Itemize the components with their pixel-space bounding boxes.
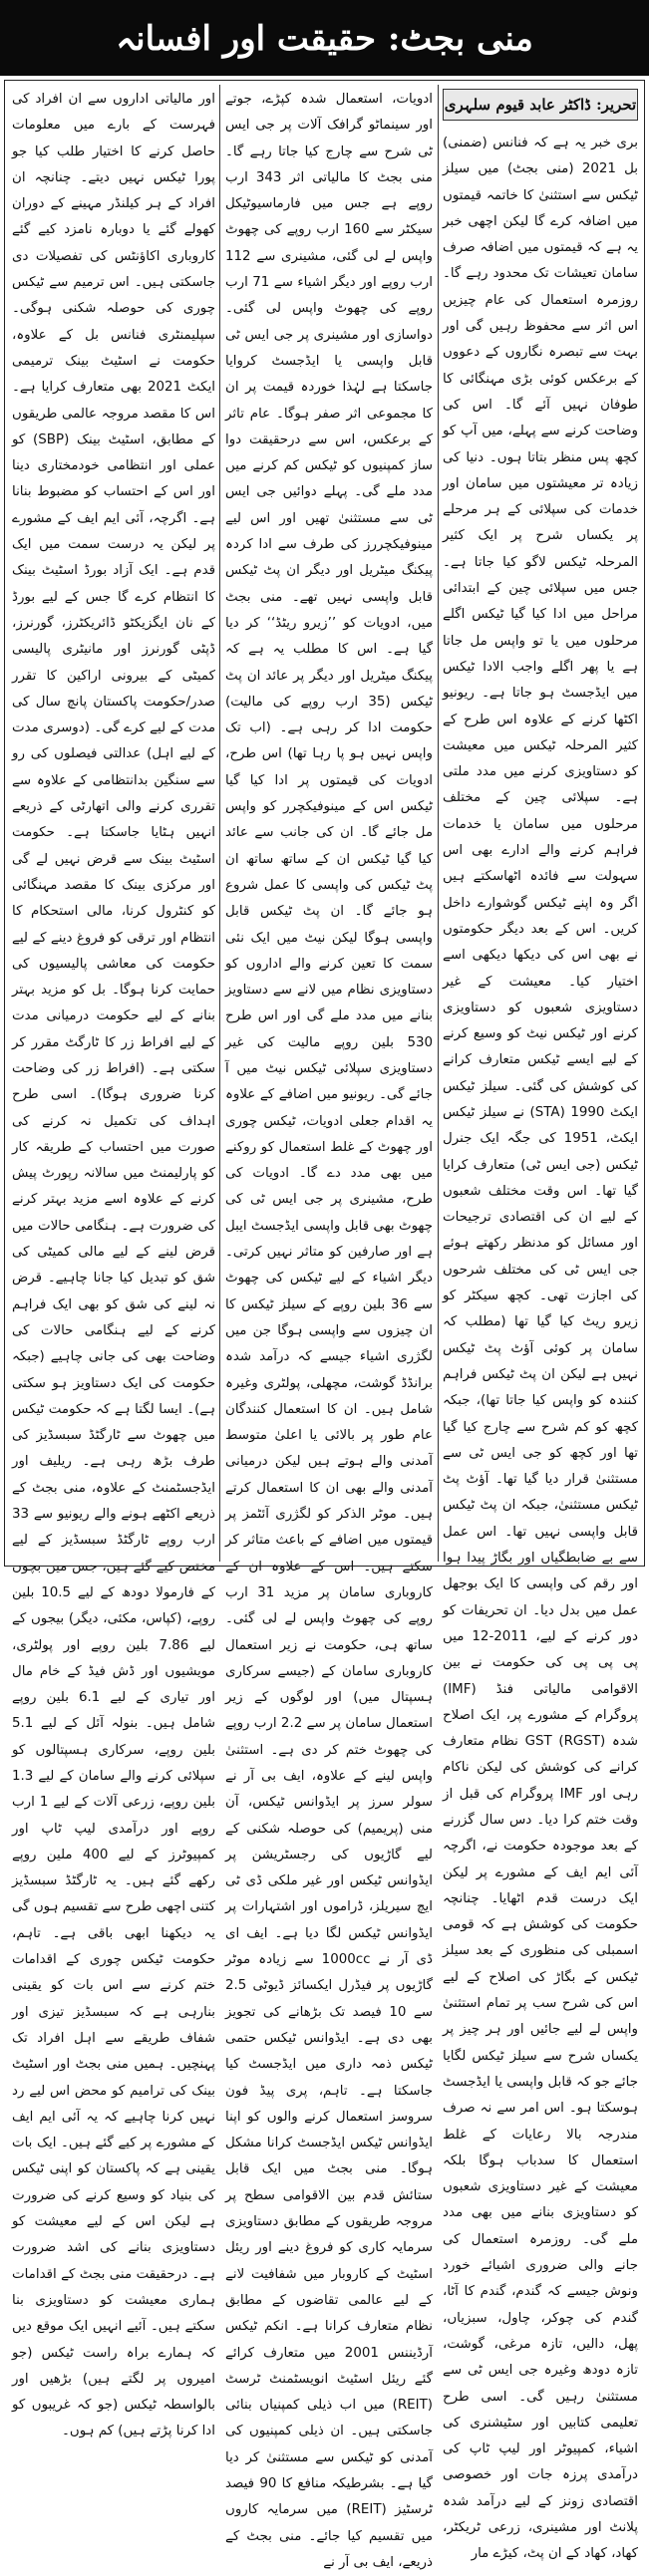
column-2 <box>225 87 434 2570</box>
column-3-text: اور مالیاتی اداروں سے ان افراد کی فہرست کے بارے میں معلومات حاصل کرنے کا اختیار طلب کیا جو پورا ٹیکس نہیں دیتے۔ چنانچہ ان افراد کے ہر کیلنڈر مہینے کے دوران کھولے گئے یا دوبارہ نامزد کیے گئے کاروباری اکاؤنٹس کی تفصیلات دی جاسکتی ہیں۔ اس ترمیم سے ٹیکس چوری کی حوصلہ شکنی ہوگی۔ سپلیمنٹری فنانس بل کے علاوہ، حکومت نے اسٹیٹ بینک ترمیمی ایکٹ 2021 بھی متعارف کرایا ہے۔ اس کا مقصد مروجہ عالمی طریقوں کے مطابق، اسٹیٹ بینک (SBP) کو عملی اور انتظامی خودمختاری دینا اور اس کے احتساب کو مضبوط بنانا ہے۔ اگرچہ، آئی ایم ایف کے مشورے پر لیکن یہ درست سمت میں ایک قدم ہے۔ ایک آزاد بورڈ اسٹیٹ بینک کا انتظام کرے گا جس کے لیے بورڈ کے نان ایگزیکٹو ڈائریکٹرز، گورنرز، ڈپٹی گورنرز اور مانیٹری پالیسی کمیٹی کے بیرونی اراکین کا تقرر صدر/حکومت پاکستان پانچ سال کی مدت کے لیے کرے گی۔ (دوسری مدت کے لیے اہل) عدالتی فیصلوں کی رو سے سنگین بدانتظامی کے علاوہ سے تقرری کرنے والی اتھارٹی کے ذریعے انہیں ہٹایا جاسکتا ہے۔ حکومت اسٹیٹ بینک سے قرض نہیں لے گی اور مرکزی بینک کا مقصد مہنگائی کو کنٹرول کرنا، مالی استحکام کا انتظام اور ترقی کو فروغ دینے کے لیے حکومت کی معاشی پالیسیوں کی حمایت کرنا ہوگا۔ بل کو مزید بہتر بنانے کے لیے حکومت درمیانی مدت کے لیے افراط زر کا ٹارگٹ مقرر کر سکتی ہے۔ (افراط زر کی وضاحت کرنا ضروری ہوگا)۔ اسی طرح اہداف کی تکمیل نہ کرنے کی صورت میں احتساب کے طریقہ کار کو پارلیمنٹ میں سالانہ رپورٹ پیش کرنے کے علاوہ اسے مزید بہتر کرنے کی ضرورت ہے۔ ہنگامی حالات میں قرض لینے کے لیے مالی کمیٹی کی شق کو تبدیل کیا جانا چاہیے۔ قرض نہ لینے کی شق کو بھی ایک فراہم کرنے کے لیے ہنگامی حالات کی وضاحت بھی کی جانی چاہیے (جبکہ حکومت کی ایک دستاویز ہو سکتی ہے)۔ ایسا لگتا ہے کہ حکومت ٹیکس میں چھوٹ سے ٹارگٹڈ سبسڈیز کی طرف بڑھ رہی ہے۔ ریلیف اور ایڈجسٹمنٹ کے علاوہ، منی بجٹ کے ذریعے اکٹھے ہونے والے ریونیو سے 33 ارب روپے ٹارگٹڈ سبسڈیز کے لیے مختص کیے گئے ہیں، جس میں بچوں کے فارمولا دودھ کے لیے 10.5 بلین روپے، (کپاس، مکئی، دیگر) بیجوں کے لیے 7.86 بلین روپے اور پولٹری، مویشیوں اور ڈش فیڈ کے خام مال اور تیاری کے لیے 6.1 بلین روپے شامل ہیں۔ بنولہ آئل کے لیے 5.1 بلین روپے، سرکاری ہسپتالوں کو سپلائی کرنے والے سامان کے لیے 1.3 بلین روپے، زرعی آلات کے لیے 1 ارب روپے اور درآمدی لیپ ٹاپ اور کمپیوٹرز کے لیے 400 ملین روپے رکھے گئے ہیں۔ یہ ٹارگٹڈ سبسڈیز کتنی اچھی طرح سے تقسیم ہوں گی یہ دیکھنا ابھی باقی ہے۔ تاہم، حکومت ٹیکس چوری کے اقدامات ختم کرنے سے اس بات کو یقینی بنارہی ہے کہ سبسڈیز تیزی اور شفاف طریقے سے اہل افراد تک پہنچیں۔ ہمیں منی بجٹ اور اسٹیٹ بینک کی ترامیم کو محض اس لیے رد نہیں کرنا چاہیے کہ یہ آئی ایم ایف کے مشورے پر کیے گئے ہیں۔ ایک بات یقینی ہے کہ پاکستان کو اپنی ٹیکس کی بنیاد کو وسیع کرنے کی ضرورت ہے لیکن اس کے لیے معیشت کو دستاویزی بنانے کی اشد ضرورت ہے۔ درحقیقت منی بجٹ کے اقدامات ہماری معیشت کو دستاویزی بنا سکتے ہیں۔ آئیے انہیں ایک موقع دیں کہ ہمارے براہ راست ٹیکس (جو امیروں پر لگتے ہیں) بڑھیں اور بالواسطہ ٹیکس (جو کہ غریبوں کو ادا کرنا پڑتے ہیں) کم ہوں۔ <box>12 92 216 2439</box>
column-1 <box>443 87 639 2562</box>
author-byline: تحریر: ڈاکٹر عابد قیوم سلہری <box>443 89 638 121</box>
column-divider <box>219 85 220 1562</box>
column-2-text: ادویات، استعمال شدہ کپڑے، جوتے اور سینماٹو گرافک آلات پر جی ایس ٹی شرح سے چارج کیا جاتا رہے گا۔ منی بجٹ کا مالیاتی اثر 343 ارب روپے ہے جس میں فارماسیوٹیکل سیکٹر سے 160 ارب روپے کی چھوٹ واپس لے لی گئی، مشینری سے 112 ارب روپے اور دیگر اشیاء سے 71 ارب روپے کی چھوٹ واپس لی گئی۔ دواسازی اور مشینری پر جی ایس ٹی قابل واپسی یا ایڈجسٹ کروایا جاسکتا ہے لہٰذا خوردہ قیمت پر ان کا مجموعی اثر صفر ہوگا۔ عام تاثر کے برعکس، اس سے درحقیقت دوا ساز کمپنیوں کو ٹیکس کم کرنے میں مدد ملے گی۔ پہلے دوائیں جی ایس ٹی سے مستثنیٰ تھیں اور اس لیے مینوفیکچررز کی طرف سے ادا کردہ پیکنگ میٹریل اور دیگر ان پٹ ٹیکس قابل واپسی نہیں تھے۔ منی بجٹ میں، ادویات کو ’’زیرو ریٹڈ‘‘ کر دیا گیا ہے۔ اس کا مطلب یہ ہے کہ پیکنگ میٹریل اور دیگر پر عائد ان پٹ ٹیکس (35 ارب روپے کی مالیت) حکومت ادا کر رہی ہے۔ (اب تک واپس نہیں ہو پا رہا تھا) اس طرح، ادویات کی قیمتوں پر ادا کیا گیا ٹیکس اس کے مینوفیکچرر کو واپس مل جائے گا۔ ان کی جانب سے عائد کیا گیا ٹیکس ان کے ساتھ ساتھ ان پٹ ٹیکس کی واپسی کا عمل شروع ہو جائے گا۔ ان پٹ ٹیکس قابل واپسی ہوگا لیکن نیٹ میں ایک نئی سمت کا تعین کرنے والے اداروں کو دستاویزی نظام میں لانے سے دستاویز بنانے میں مدد ملے گی اور اس طرح 530 بلین روپے مالیت کی غیر دستاویزی سپلائی ٹیکس نیٹ میں آ جائے گی۔ ریونیو میں اضافے کے علاوہ یہ اقدام جعلی ادویات، ٹیکس چوری اور چھوٹ کے غلط استعمال کو روکنے میں بھی مدد دے گا۔ ادویات کی طرح، مشینری پر جی ایس ٹی کی چھوٹ بھی قابل واپسی ایڈجسٹ ایبل ہے اور صارفین کو متاثر نہیں کرتی۔ دیگر اشیاء کے لیے ٹیکس کی چھوٹ سے 36 بلین روپے کے سیلز ٹیکس کا ان چیزوں سے واپسی ہوگا جن میں لگژری اشیاء جیسے کہ درآمد شدہ برانڈڈ گوشت، مچھلی، پولٹری وغیرہ شامل ہیں۔ ان کا استعمال کنندگان عام طور پر بالائی یا اعلیٰ متوسط آمدنی والے ہوتے ہیں لیکن درمیانی آمدنی والے بھی ان کا استعمال کرتے ہیں۔ موٹر الذکر کو لگژری آئٹمز پر قیمتوں میں اضافے کے باعث متاثر کر سکتے ہیں۔ اس کے علاوہ ان کے کاروباری سامان پر مزید 31 ارب روپے کی چھوٹ واپس لے لی گئی۔ ساتھ ہی، حکومت نے زیر استعمال کاروباری سامان کے (جیسے سرکاری ہسپتال میں) اور لوگوں کے زیر استعمال سامان پر سے 2.2 ارب روپے کی چھوٹ ختم کر دی ہے۔ استثنیٰ واپس لینے کے علاوہ، ایف بی آر نے سولر سرز پر ایڈوانس ٹیکس، آن منی (پریمیم) کی حوصلہ شکنی کے لیے گاڑیوں کی رجسٹریشن پر ایڈوانس ٹیکس اور غیر ملکی ڈی ٹی ایچ سیریلز، ڈراموں اور اشتہارات پر ایڈوانس ٹیکس لگا دیا ہے۔ ایف ای ڈی آر نے 1000cc سے زیادہ موٹر گاڑیوں پر فیڈرل ایکسائز ڈیوٹی 2.5 سے 10 فیصد تک بڑھانے کی تجویز بھی دی ہے۔ ایڈوانس ٹیکس حتمی ٹیکس ذمہ داری میں ایڈجسٹ کیا جاسکتا ہے۔ تاہم، پری پیڈ فون سروسز استعمال کرنے والوں کو اپنا ایڈوانس ٹیکس ایڈجسٹ کرانا مشکل ہوگا۔ منی بجٹ میں ایک قابل ستائش قدم بین الاقوامی سطح پر مروجہ طریقوں کے مطابق دستاویزی سرمایہ کاری کو فروغ دینے اور ریئل اسٹیٹ کے کاروبار میں شفافیت لانے کے لیے عالمی تقاضوں کے مطابق نظام متعارف کرانا ہے۔ انکم ٹیکس آرڈیننس 2001 میں متعارف کرائے گئے ریئل اسٹیٹ انویسٹمنٹ ٹرسٹ (REIT) میں اب ذیلی کمپنیاں بنائی جاسکتی ہیں۔ ان ذیلی کمپنیوں کی آمدنی کو ٹیکس سے مستثنیٰ کر دیا گیا ہے۔ بشرطیکہ منافع کا 90 فیصد ٹرسٹیز (REIT) میں سرمایہ کاروں میں تقسیم کیا جائے۔ منی بجٹ کے ذریعے، ایف بی آر نے <box>225 92 434 2570</box>
column-1-text: بری خبر یہ ہے کہ فنانس (ضمنی) بل 2021 (منی بجٹ) میں سیلز ٹیکس سے استثنیٰ کا خاتمہ قیمتوں میں اضافہ کرے گا لیکن اچھی خبر یہ ہے کہ قیمتوں میں اضافہ صرف سامان تعیشات تک محدود رہے گا۔ روزمرہ استعمال کی عام چیزیں اس اثر سے محفوظ رہیں گی اور بہت سے تبصرہ نگاروں کے دعووں کے برعکس کوئی بڑی مہنگائی کا طوفان نہیں آئے گا۔ اس کی وضاحت کرنے سے پہلے، میں آپ کو کچھ پس منظر بتاتا ہوں۔ دنیا کی زیادہ تر معیشتوں میں سامان اور خدمات کی سپلائی کے ہر مرحلے پر یکساں شرح پر ایک کثیر المرحلہ ٹیکس لاگو کیا جاتا ہے۔ جس میں سپلائی چین کے ابتدائی مراحل میں ادا کیا گیا ٹیکس اگلے مرحلوں میں یا تو واپس مل جاتا ہے یا پھر اگلے واجب الادا ٹیکس میں ایڈجسٹ ہو جاتا ہے۔ ریونیو اکٹھا کرنے کے علاوہ اس طرح کے کثیر المرحلہ ٹیکس میں معیشت کو دستاویزی کرنے میں مدد ملتی ہے۔ سپلائی چین کے مختلف مرحلوں میں سامان یا خدمات فراہم کرنے والے ادارے بھی اس سہولت سے فائدہ اٹھاسکتے ہیں اگر وہ اپنے ٹیکس گوشوارے داخل کریں۔ اس کے بعد دیگر حکومتوں نے بھی اس کی دیکھا دیکھی اسے اختیار کیا۔ معیشت کے غیر دستاویزی شعبوں کو دستاویزی کرنے اور ٹیکس نیٹ کو وسیع کرنے کے لیے ایسے ٹیکس متعارف کرانے کی کوشش کی گئی۔ سیلز ٹیکس ایکٹ 1990 (STA) نے سیلز ٹیکس ایکٹ، 1951 کی جگہ ایک جنرل ٹیکس (جی ایس ٹی) متعارف کرایا گیا تھا۔ اس وقت مختلف شعبوں کے لیے ان کی اقتصادی ترجیحات اور مسائل کو مدنظر رکھتے ہوئے جی ایس ٹی کی مختلف شرحوں کی اجازت تھی۔ کچھ سیکٹر کو زیرو ریٹ کیا گیا تھا (مطلب کہ سامان پر کوئی آؤٹ پٹ ٹیکس نہیں ہے لیکن ان پٹ ٹیکس فراہم کنندہ کو واپس کیا جاتا تھا)، جبکہ کچھ کو کم شرح سے چارج کیا گیا تھا اور کچھ کو جی ایس ٹی سے مستثنیٰ قرار دیا گیا تھا۔ آؤٹ پٹ ٹیکس مستثنیٰ، جبکہ ان پٹ ٹیکس قابل واپسی نہیں تھا۔ اس عمل سے بے ضابطگیاں اور بگاڑ پیدا ہوا اور رقم کی واپسی کا ایک بوجھل عمل میں بدل دیا۔ ان تحریفات کو دور کرنے کے لیے، 2011-12 میں پی پی پی کی حکومت نے بین الاقوامی مالیاتی فنڈ (IMF) پروگرام کے مشورے پر، ایک اصلاح شدہ GST (RGST) نظام متعارف کرانے کی کوشش کی لیکن ناکام رہی اور IMF پروگرام کی قبل از وقت ختم کرا دیا۔ دس سال گزرنے کے بعد موجودہ حکومت نے، اگرچہ آئی ایم ایف کے مشورے پر لیکن ایک درست قدم اٹھایا۔ چنانچہ حکومت کی کوشش ہے کہ قومی اسمبلی کی منظوری کے بعد سیلز ٹیکس کے بگاڑ کی اصلاح کے لیے اس کی شرح سب پر تمام استثنیٰ واپس لے لیے جائیں اور ہر چیز پر یکساں شرح سے سیلز ٹیکس لگایا جائے جو کہ قابل واپسی یا ایڈجسٹ ہوسکتا ہو۔ اس امر سے نہ صرف مندرجہ بالا رعایات کے غلط استعمال کا سدباب ہوگا بلکہ معیشت کے غیر دستاویزی شعبوں کو دستاویزی بنانے میں بھی مدد ملے گی۔ روزمرہ استعمال کی جانے والی ضروری اشیائے خورد ونوش جیسے کہ گندم، گندم کا آٹا، گندم کی چوکر، چاول، سبزیاں، پھل، دالیں، تازہ مرغی، گوشت، تازہ دودھ وغیرہ جی ایس ٹی سے مستثنیٰ رہیں گی۔ اسی طرح تعلیمی کتابیں اور سٹیشنری کی اشیاء، کمپیوٹر اور لیپ ٹاپ کی درآمدی پرزہ جات اور خصوصی اقتصادی زونز کے لیے درآمد شدہ پلانٹ اور مشینری، زرعی ٹریکٹر، کھاد، کھاد کے ان پٹ، کیڑے مار <box>443 136 639 2562</box>
article-title: منی بجٹ: حقیقت اور افسانہ <box>116 18 533 59</box>
column-3 <box>12 87 216 2439</box>
masthead <box>0 0 649 76</box>
article-body <box>4 80 645 2570</box>
column-divider <box>438 85 439 1562</box>
